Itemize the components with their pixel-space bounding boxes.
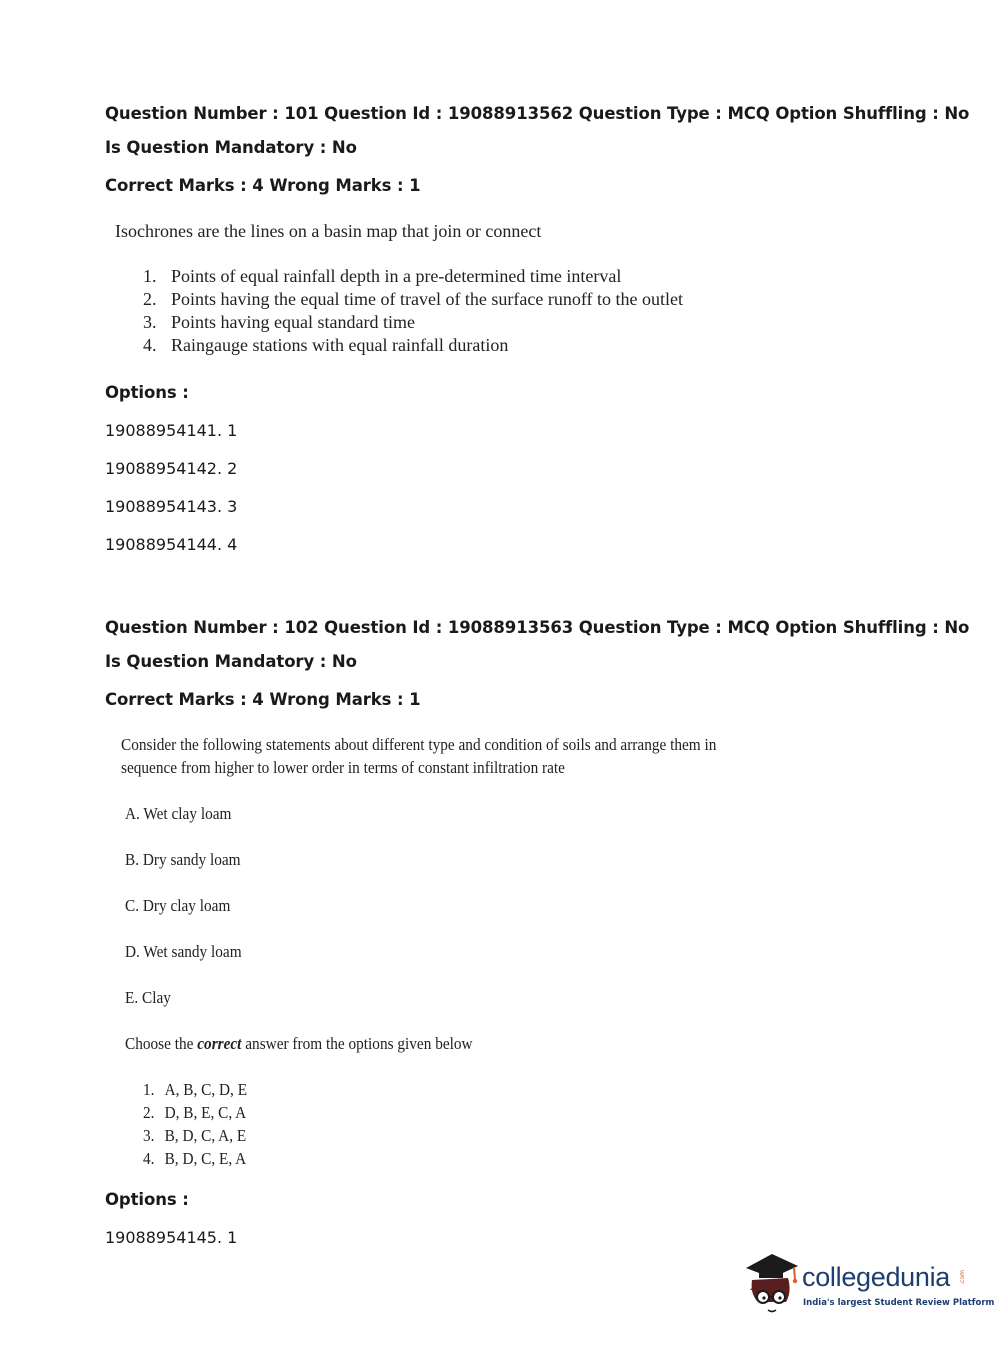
q101-choice-3 [143,312,415,333]
q102-options-label: Options : [105,1190,189,1209]
q102-choice-1 [143,1080,247,1100]
choice-number: 1. [143,266,157,286]
choice-number: 4. [143,335,157,355]
choice-number: 2. [143,1103,155,1122]
q102-option-1: 19088954145. 1 [105,1228,238,1247]
q102-choose-instruction [125,1034,473,1054]
choice-number: 3. [143,312,157,332]
logo-domain-suffix: .com [959,1270,966,1285]
q101-choice-2 [143,289,683,310]
choice-text: Points having equal standard time [171,312,415,332]
instruction-text: Choose the [125,1034,198,1053]
choice-text: Raingauge stations with equal rainfall duration [171,335,509,355]
q101-options-label: Options : [105,383,189,402]
choice-number: 1. [143,1080,155,1099]
choice-number: 2. [143,289,157,309]
q102-header: Question Number : 102 Question Id : 19088913563 Question Type : MCQ Option Shuffling : No [105,618,970,637]
choice-text: Points of equal rainfall depth in a pre-determined time interval [171,266,622,286]
choice-text: B, D, C, E, A [164,1149,247,1168]
q102-choice-3 [143,1126,246,1146]
q101-choice-1 [143,266,621,287]
mascot-icon [742,1250,802,1320]
q102-mandatory: Is Question Mandatory : No [105,652,357,671]
q101-option-2: 19088954142. 2 [105,459,238,478]
q101-marks: Correct Marks : 4 Wrong Marks : 1 [105,176,421,195]
q102-statement-b: B. Dry sandy loam [125,850,241,869]
q102-choice-4 [143,1149,246,1169]
q102-marks: Correct Marks : 4 Wrong Marks : 1 [105,690,421,709]
q101-option-3: 19088954143. 3 [105,497,238,516]
choice-text: Points having the equal time of travel of the surface runoff to the outlet [171,289,684,309]
q102-stem-line-2: sequence from higher to lower order in terms of constant infiltration rate [121,758,565,777]
choice-text: B, D, C, A, E [164,1126,247,1145]
q102-choice-2 [143,1103,246,1123]
collegedunia-logo [742,1250,995,1320]
q101-option-1: 19088954141. 1 [105,421,238,440]
choice-number: 4. [143,1149,155,1168]
q101-option-4: 19088954144. 4 [105,535,238,554]
choice-number: 3. [143,1126,155,1145]
q101-stem: Isochrones are the lines on a basin map that join or connect [115,221,542,241]
q102-statement-d: D. Wet sandy loam [125,942,242,961]
q101-header: Question Number : 101 Question Id : 19088913562 Question Type : MCQ Option Shuffling : No [105,104,970,123]
instruction-text: answer from the options given below [241,1034,473,1053]
choice-text: D, B, E, C, A [164,1103,247,1122]
logo-wordmark: collegedunia [802,1262,951,1292]
instruction-emphasis: correct [197,1034,242,1053]
q102-statement-c: C. Dry clay loam [125,896,231,915]
logo-tagline: India's largest Student Review Platform [803,1298,995,1308]
choice-text: A, B, C, D, E [164,1080,248,1099]
q102-stem-line-1: Consider the following statements about different type and condition of soils and arrange them in [121,735,717,754]
q101-choice-4 [143,335,508,356]
q102-statement-e: E. Clay [125,988,171,1007]
q101-mandatory: Is Question Mandatory : No [105,138,357,157]
q102-statement-a: A. Wet clay loam [125,804,232,823]
